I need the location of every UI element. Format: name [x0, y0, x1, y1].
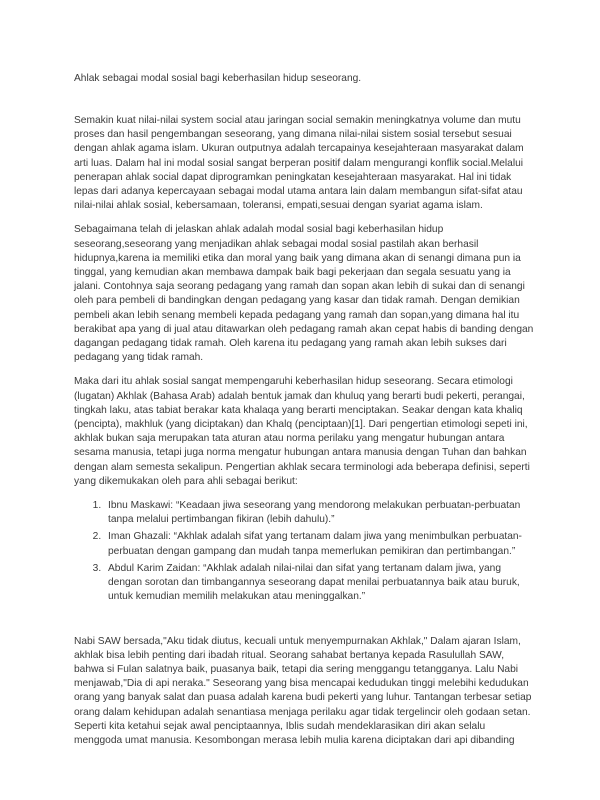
- definition-iman-ghazali: 2. Iman Ghazali: “Akhlak adalah sifat yang tertanam dalam jiwa yang menimbulkan perbuatan-perbuatan dengan gampang dan mudah tanpa memerlukan pemikiran dan pertimbangan.”: [104, 530, 536, 558]
- paragraph-merchant-example: Sebagaimana telah di jelaskan ahlak adalah modal sosial bagi keberhasilan hidup seseorang,seseorang yang menjadikan ahlak sebagai modal sosial pastilah akan berhasil hidupnya,karena ia memiliki etika dan moral yang baik yang dimana akan di senangi dimana pun ia tinggal, yang kemudian akan membawa dampak baik bagi pekerjaan dan segala sesuatu yang ia jalani. Contohnya saja seorang pedagang yang ramah dan sopan akan lebih di sukai dan di senangi oleh para pembeli di bandingkan dengan pedagang yang kasar dan tidak ramah. Dengan demikian pembeli akan lebih senang membeli kepada pedagang yang ramah dan sopan,yang dimana hal itu berakibat apa yang di jual atau ditawarkan oleh pedagang ramah akan cepat habis di banding dengan dagangan pedagang tidak ramah. Oleh karena itu pedagang yang ramah akan lebih sukses dari pedagang yang tidak ramah.: [74, 224, 534, 364]
- section-spacer: [74, 617, 536, 635]
- paragraph-etymology: Maka dari itu ahlak sosial sangat mempengaruhi keberhasilan hidup seseorang. Secara etimologi (lugatan) Akhlak (Bahasa Arab) adalah bentuk jamak dan khuluq yang berarti budi pekerti, perangai, tingkah laku, atas tabiat berakar kata khalaqa yang berarti menciptakan. Seakar dengan kata khaliq (pencipta), makhluk (yang diciptakan) dan Khalq (penciptaan)[1]. Dari pengertian etimologi sepeti ini, akhlak bukan saja merupakan tata aturan atau norma perilaku yang mengatur hubungan antara sesama manusia, tetapi juga norma mengatur hubungan antara manusia dengan Tuhan dan bahkan dengan alam semesta sekalipun. Pengertian akhlak secara terminologi ada beberapa definisi, seperti yang dikemukakan oleh para ahli sebagai berikut:: [74, 376, 530, 487]
- document-title: Ahlak sebagai modal sosial bagi keberhasilan hidup seseorang.: [74, 73, 362, 84]
- definition-list: [74, 499, 536, 604]
- paragraph-social-capital: Semakin kuat nilai-nilai system social atau jaringan social semakin meningkatnya volume dan mutu proses dan hasil pengembangan seseorang, yang dimana nilai-nilai sistem sosial tersebut sesuai dengan ahlak agama islam. Ukuran outputnya adalah tercapainya kesejahteraan masyarakat dalam arti luas. Dalam hal ini modal sosial sangat berperan positif dalam mengurangi konflik social.Melalui penerapan ahlak social dapat diprogramkan peningkatan kesejahteraan masyarakat. Hal ini tidak lepas dari adanya kepercayaan sebagai modal utama antara lain dalam membangun sifat-sifat atau nilai-nilai ahlak sosial, kebersamaan, toleransi, empati,sesuai dengan syariat agama islam.: [74, 115, 524, 212]
- definition-abdul-karim-zaidan: 3. Abdul Karim Zaidan: “Akhlak adalah nilai-nilai dan sifat yang tertanam dalam jiwa, yang dengan sorotan dan timbangannya seseorang dapat menilai perbuatannya baik atau buruk, untuk kemudian memilih melakukan atau meninggalkan.”: [104, 562, 536, 605]
- paragraph-hadith: Nabi SAW bersada,"Aku tidak diutus, kecuali untuk menyempurnakan Akhlak," Dalam ajaran Islam, akhlak bisa lebih penting dari ibadah ritual. Seorang sahabat bertanya kepada Rasulullah SAW, bahwa si Fulan salatnya baik, puasanya baik, tetapi dia sering menggangu tetangganya. Lalu Nabi menjawab,"Dia di api neraka." Seseorang yang bisa mencapai kedudukan tinggi melebihi kedudukan orang yang banyak salat dan puasa adalah karena budi pekerti yang luhur. Tantangan terbesar setiap orang dalam kehidupan adalah senantiasa menjaga perilaku agar tidak tergelincir oleh godaan setan. Seperti kita ketahui sejak awal penciptaannya, Iblis sudah mendeklarasikan diri akan selalu menggoda umat manusia. Kesombongan merasa lebih mulia karena diciptakan dari api dibanding: [74, 635, 532, 746]
- definition-ibnu-maskawi: 1. Ibnu Maskawi: “Keadaan jiwa seseorang yang mendorong melakukan perbuatan-perbuatan tanpa melalui pertimbangan fikiran (lebih dahulu).”: [104, 499, 536, 527]
